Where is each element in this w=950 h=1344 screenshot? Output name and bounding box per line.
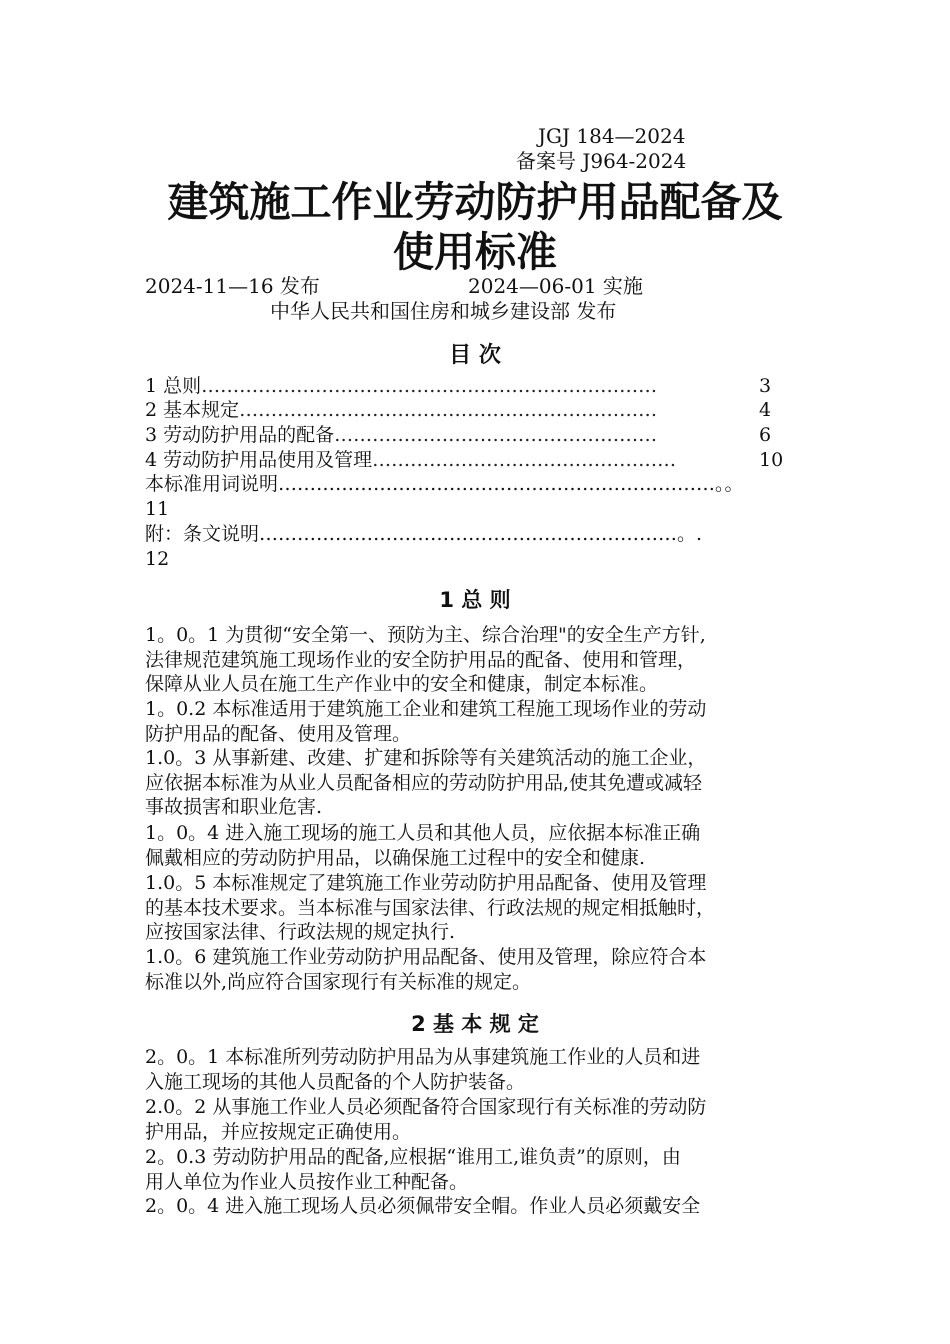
text-line: 1.0。5 本标准规定了建筑施工作业劳动防护用品配备、使用及管理 [145,872,707,894]
text-line: 标准以外,尚应符合国家现行有关标准的规定。 [145,970,532,993]
toc-item[interactable] [145,398,772,422]
toc-item-explanation[interactable]: 附：条文说明…………………………………………………………。. [145,523,703,545]
publisher: 中华人民共和国住房和城乡建设部 发布 [270,299,617,323]
text-line: 1。0。1 为贯彻“安全第一、预防为主、综合治理"的安全生产方针, [145,624,706,646]
text-line: 1.0。6 建筑施工作业劳动防护用品配备、使用及管理，除应符合本 [145,946,707,968]
text-line: 防护用品的配备、使用及管理。 [145,722,412,745]
text-line: 佩戴相应的劳动防护用品，以确保施工过程中的安全和健康. [145,846,646,869]
toc-item-label: 4 劳动防护用品使用及管理 [145,449,373,471]
toc-leader: ………………………………………… [372,449,677,471]
toc-item[interactable] [145,448,784,472]
paragraph-2-0-2 [145,1095,813,1144]
text-line: 1.0。3 从事新建、改建、扩建和拆除等有关建筑活动的施工企业， [145,747,707,769]
paragraph-1-0-1 [145,623,813,697]
toc-leader: ………………………………………………………… [239,399,658,421]
paragraph-2-0-1 [145,1045,813,1094]
toc-item-page: 3 [759,375,772,397]
text-line: 应按国家法律、行政法规的规定执行. [145,921,456,943]
paragraph-1-0-3 [145,746,813,820]
toc-item-label: 1 总则 [145,375,202,397]
document-title-line-2: 使用标准 [393,228,557,276]
effective-date: 2024—06-01 实施 [468,274,643,298]
paragraph-1-0-6 [145,945,813,994]
toc-item[interactable] [145,423,772,447]
toc-item-label: 3 劳动防护用品的配备 [145,424,335,446]
toc-item-page: 4 [759,399,772,421]
toc-item[interactable] [145,374,772,398]
paragraph-1-0-5 [145,871,813,945]
section-2-heading: 2 基 本 规 定 [411,1012,539,1036]
standard-number: JGJ 184—2024 [538,124,686,148]
toc-item-page: 10 [759,449,784,471]
text-line: 事故损害和职业危害. [145,796,323,818]
toc-leader: ……………………………………………………………… [201,375,658,397]
paragraph-1-0-2 [145,697,813,746]
document-title-line-1: 建筑施工作业劳动防护用品配备及 [167,178,783,226]
text-line: 护用品，并应按规定正确使用。 [145,1120,412,1143]
paragraph-2-0-4 [145,1194,813,1219]
text-line: 法律规范建筑施工现场作业的安全防护用品的配备、使用和管理， [145,648,697,671]
text-line: 应依据本标准为从业人员配备相应的劳动防护用品,使其免遭或减轻 [145,771,703,794]
toc-item-label: 2 基本规定 [145,399,240,421]
text-line: 1。0.2 本标准适用于建筑施工企业和建筑工程施工现场作业的劳动 [145,698,707,720]
paragraph-1-0-4 [145,821,813,870]
toc-item-page: 11 [145,498,170,520]
text-line: 保障从业人员在施工生产作业中的安全和健康，制定本标准。 [145,673,659,695]
text-line: 的基本技术要求。当本标准与国家法律、行政法规的规定相抵触时， [145,896,716,919]
text-line: 入施工现场的其他人员配备的个人防护装备。 [145,1070,526,1093]
section-1-heading: 1 总 则 [439,588,511,612]
text-line: 2。0。1 本标准所列劳动防护用品为从事建筑施工作业的人员和进 [145,1046,701,1068]
record-number: 备案号 J964-2024 [516,149,687,173]
toc-leader: …………………………………………… [334,424,658,446]
text-line: 2。0。4 进入施工现场人员必须佩带安全帽。作业人员必须戴安全 [145,1195,701,1217]
text-line: 1。0。4 进入施工现场的施工人员和其他人员，应依据本标准正确 [145,822,701,844]
toc-item-page: 6 [759,424,772,446]
text-line: 用人单位为作业人员按作业工种配备。 [145,1170,469,1193]
toc-item-usage-terms[interactable]: 本标准用词说明……………………………………………………………。。 [145,473,744,495]
text-line: 2.0。2 从事施工作业人员必须配备符合国家现行有关标准的劳动防 [145,1096,707,1118]
toc-item-page: 12 [145,548,170,570]
issue-date: 2024-11—16 发布 [145,274,320,298]
toc-heading: 目 次 [449,343,501,368]
paragraph-2-0-3 [145,1145,813,1194]
text-line: 2。0.3 劳动防护用品的配备,应根据“谁用工,谁负责”的原则，由 [145,1146,681,1168]
